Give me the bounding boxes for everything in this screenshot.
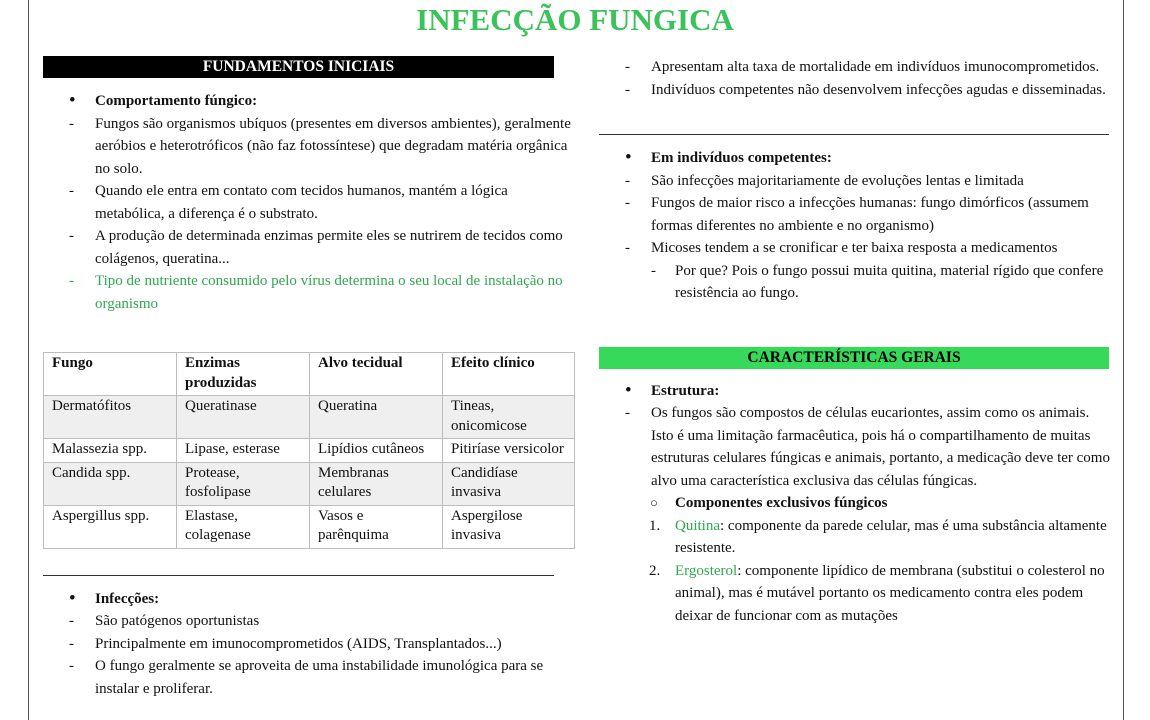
list-item: A produção de determinada enzimas permite eles se nutrirem de tecidos como colágenos, queratina...	[95, 228, 563, 267]
sub-heading: Componentes exclusivos fúngicos	[675, 495, 888, 511]
list-item: Principalmente em imunocomprometidos (AIDS, Transplantados...)	[95, 635, 502, 652]
infeccoes-label: Infecções:	[95, 590, 160, 607]
list-item: Apresentam alta taxa de mortalidade em indivíduos imunocomprometidos.	[651, 59, 1100, 75]
dash-icon: -	[69, 183, 74, 199]
column-header: Fungo	[44, 353, 177, 396]
bullet-icon: •	[625, 147, 632, 168]
dash-icon: -	[651, 262, 656, 279]
table-row	[44, 439, 575, 463]
list-item: Indivíduos competentes não desenvolvem infecções agudas e disseminadas.	[651, 81, 1106, 98]
top-items-block	[599, 56, 1110, 101]
table-header-row	[44, 353, 575, 396]
table-cell: Queratinase	[177, 396, 310, 439]
dash-icon: -	[69, 273, 74, 289]
infeccoes-block	[43, 588, 575, 701]
dash-icon: -	[625, 81, 630, 98]
table-cell: Candida spp.	[44, 462, 177, 505]
term-quitina: Quitina	[675, 517, 720, 534]
competentes-block	[599, 147, 1110, 305]
column-header: Efeito clínico	[443, 353, 575, 396]
term-description: : componente lipídico de membrana (substitui o colesterol no animal), mas é mutável portanto os medicamento contra eles podem deixar de funcionar com as mutações	[675, 562, 1105, 624]
list-number: 2.	[649, 562, 661, 579]
fungi-table	[43, 352, 575, 549]
table-cell: Membranas celulares	[310, 462, 443, 505]
dash-icon: -	[69, 613, 74, 629]
section-heading-caracteristicas: CARACTERÍSTICAS GERAIS	[599, 347, 1109, 369]
column-header: Enzimas produzidas	[177, 353, 310, 396]
table-row	[44, 396, 575, 439]
highlight-item: Tipo de nutriente consumido pelo vírus determina o seu local de instalação no organismo	[95, 273, 563, 312]
term-ergosterol: Ergosterol	[675, 562, 738, 579]
page-border-left	[28, 0, 29, 720]
list-item: Micoses tendem a se cronificar e ter baixa resposta a medicamentos	[651, 240, 1058, 256]
dash-icon: -	[625, 405, 630, 421]
page-border-right	[1123, 0, 1124, 720]
comportamento-block	[43, 90, 575, 315]
divider	[43, 575, 554, 576]
table-cell: Elastase, colagenase	[177, 505, 310, 548]
table-row	[44, 505, 575, 548]
right-column	[599, 56, 1110, 627]
dash-icon: -	[625, 240, 630, 256]
dash-icon: -	[69, 228, 74, 244]
bullet-icon: •	[69, 90, 76, 111]
divider	[599, 134, 1109, 135]
list-item: Fungos de maior risco a infecções humanas: fungo dimórficos (assumem formas diferentes no ambiente e no organismo)	[651, 195, 1089, 234]
dash-icon: -	[625, 59, 630, 75]
list-number: 1.	[649, 517, 661, 534]
table-cell: Lipase, esterase	[177, 439, 310, 463]
list-item: O fungo geralmente se aproveita de uma instabilidade imunológica para se instalar e proliferar.	[95, 658, 544, 697]
table-cell: Vasos e parênquima	[310, 505, 443, 548]
table-cell: Candidíase invasiva	[443, 462, 575, 505]
list-item: São patógenos oportunistas	[95, 613, 260, 629]
table-cell: Aspergilose invasiva	[443, 505, 575, 548]
table-cell: Queratina	[310, 396, 443, 439]
list-item: São infecções majoritariamente de evoluções lentas e limitada	[651, 172, 1024, 189]
page-title: INFECÇÃO FUNGICA	[416, 2, 734, 37]
list-item: Quando ele entra em contato com tecidos humanos, mantém a lógica metabólica, a diferença é o substrato.	[95, 183, 508, 222]
dash-icon: -	[69, 115, 74, 132]
table-cell: Malassezia spp.	[44, 439, 177, 463]
table-cell: Tineas, onicomicose	[443, 396, 575, 439]
table-cell: Aspergillus spp.	[44, 505, 177, 548]
table-cell: Protease, fosfolipase	[177, 462, 310, 505]
bullet-icon: •	[625, 379, 632, 401]
column-header: Alvo tecidual	[310, 353, 443, 396]
estrutura-label: Estrutura:	[651, 382, 720, 399]
circle-bullet-icon: ○	[650, 495, 658, 510]
bullet-icon: •	[69, 587, 76, 609]
sub-list-item: Por que? Pois o fungo possui muita quitina, material rígido que confere resistência ao fungo.	[675, 262, 1104, 301]
table-cell: Lipídios cutâneos	[310, 439, 443, 463]
table-cell: Pitiríase versicolor	[443, 439, 575, 463]
competentes-label: Em indivíduos competentes:	[651, 150, 832, 166]
dash-icon: -	[69, 635, 74, 652]
table-cell: Dermatófitos	[44, 396, 177, 439]
dash-icon: -	[625, 195, 630, 211]
dash-icon: -	[69, 658, 74, 674]
section-heading-fundamentos: FUNDAMENTOS INICIAIS	[43, 56, 554, 78]
list-item: Fungos são organismos ubíquos (presentes em diversos ambientes), geralmente aeróbios e heterotróficos (não faz fotossíntese) que degradam matéria orgânica no solo.	[95, 115, 571, 177]
comportamento-label: Comportamento fúngico:	[95, 93, 258, 109]
estrutura-block	[599, 380, 1110, 628]
left-column	[43, 56, 575, 700]
term-description: : componente da parede celular, mas é uma substância altamente resistente.	[675, 517, 1107, 556]
list-item: Os fungos são compostos de células eucariontes, assim como os animais. Isto é uma limitação farmacêutica, pois há o compartilhamento de muitas estruturas celulares fúngicas e animais, portanto, a medicação deve ter como alvo uma característica exclusiva das células fúngicas.	[651, 405, 1110, 489]
table-row	[44, 462, 575, 505]
dash-icon: -	[625, 172, 630, 189]
